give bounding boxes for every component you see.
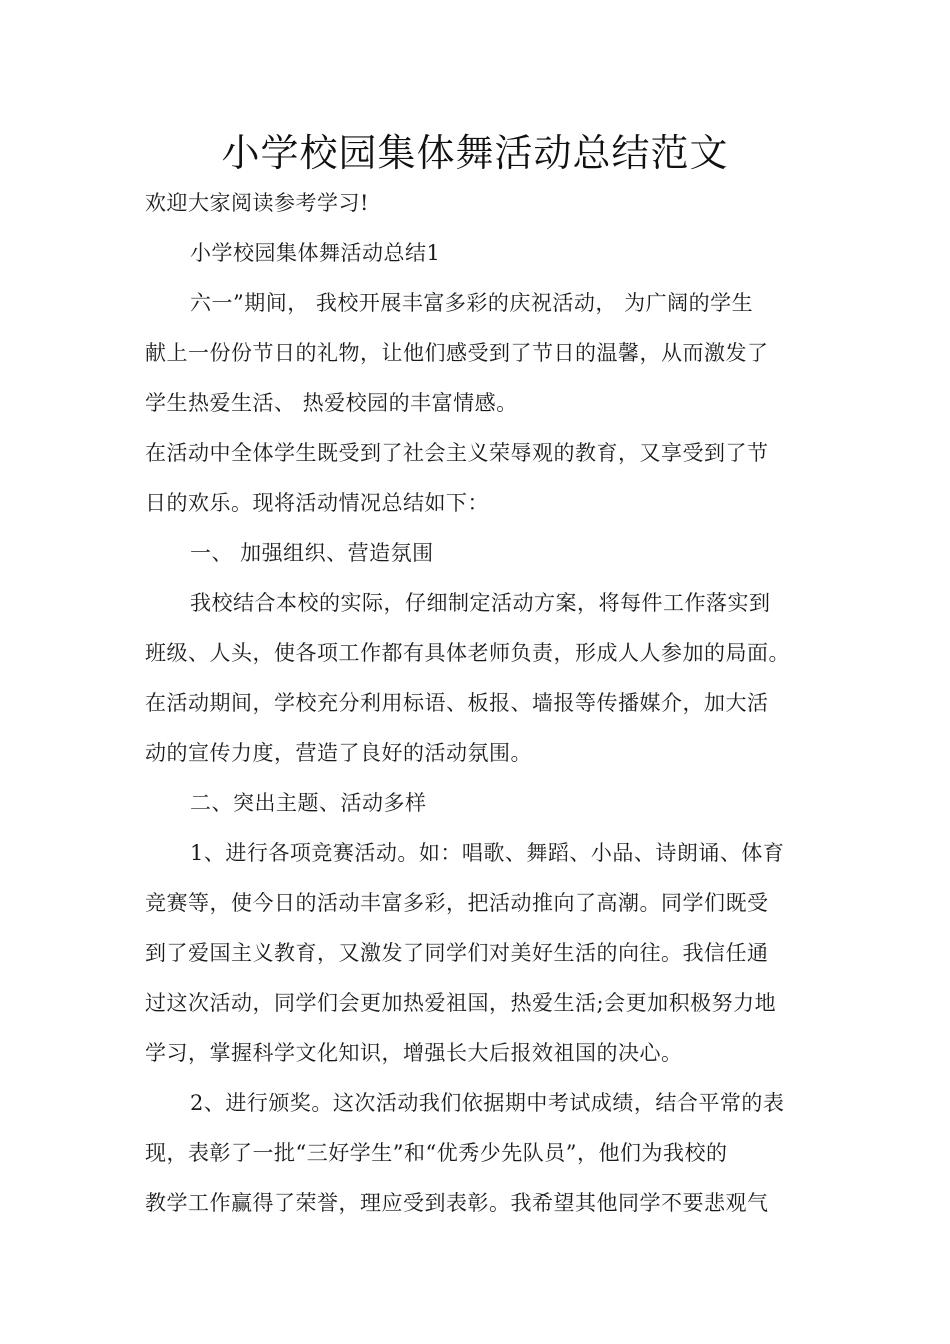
section-heading: 小学校园集体舞活动总结1 (190, 241, 441, 265)
paragraph-line: 动的宣传力度，营造了良好的活动氛围。 (145, 741, 532, 765)
paragraph-line: 过这次活动，同学们会更加热爱祖国，热爱生活;会更加积极努力地 (145, 991, 777, 1015)
paragraph-line: 在活动中全体学生既受到了社会主义荣辱观的教育，又享受到了节 (145, 441, 769, 465)
paragraph-line: 我校结合本校的实际，仔细制定活动方案，将每件工作落实到 (190, 591, 771, 615)
paragraph-line: 2、进行颁奖。这次活动我们依据期中考试成绩，结合平常的表 (190, 1091, 785, 1115)
document-title: 小学校园集体舞活动总结范文 (221, 131, 729, 175)
paragraph-line: 学习，掌握科学文化知识，增强长大后报效祖国的决心。 (145, 1041, 683, 1065)
paragraph-line: 竞赛等，使今日的活动丰富多彩，把活动推向了高潮。同学们既受 (145, 891, 769, 915)
paragraph-line: 现，表彰了一批“三好学生”和“优秀少先队员”，他们为我校的 (145, 1141, 728, 1165)
paragraph-line: 六一”期间， 我校开展丰富多彩的庆祝活动， 为广阔的学生 (190, 291, 754, 315)
paragraph-line: 到了爱国主义教育，又激发了同学们对美好生活的向往。我信任通 (145, 941, 769, 965)
paragraph-line: 在活动期间，学校充分利用标语、板报、墙报等传播媒介，加大活 (145, 691, 769, 715)
paragraph-line: 1、进行各项竞赛活动。如：唱歌、舞蹈、小品、诗朗诵、体育 (190, 841, 785, 865)
paragraph-line: 日的欢乐。现将活动情况总结如下： (145, 491, 489, 515)
subsection-heading: 一、 加强组织、营造氛围 (190, 541, 434, 565)
paragraph-line: 教学工作赢得了荣誉，理应受到表彰。我希望其他同学不要悲观气 (145, 1191, 769, 1215)
paragraph-line: 学生热爱生活、 热爱校园的丰富情感。 (145, 391, 518, 415)
intro-line: 欢迎大家阅读参考学习! (145, 191, 369, 215)
subsection-heading: 二、突出主题、活动多样 (190, 791, 427, 815)
paragraph-line: 献上一份份节日的礼物，让他们感受到了节日的温馨，从而激发了 (145, 341, 769, 365)
paragraph-line: 班级、人头，使各项工作都有具体老师负责，形成人人参加的局面。 (145, 641, 790, 665)
